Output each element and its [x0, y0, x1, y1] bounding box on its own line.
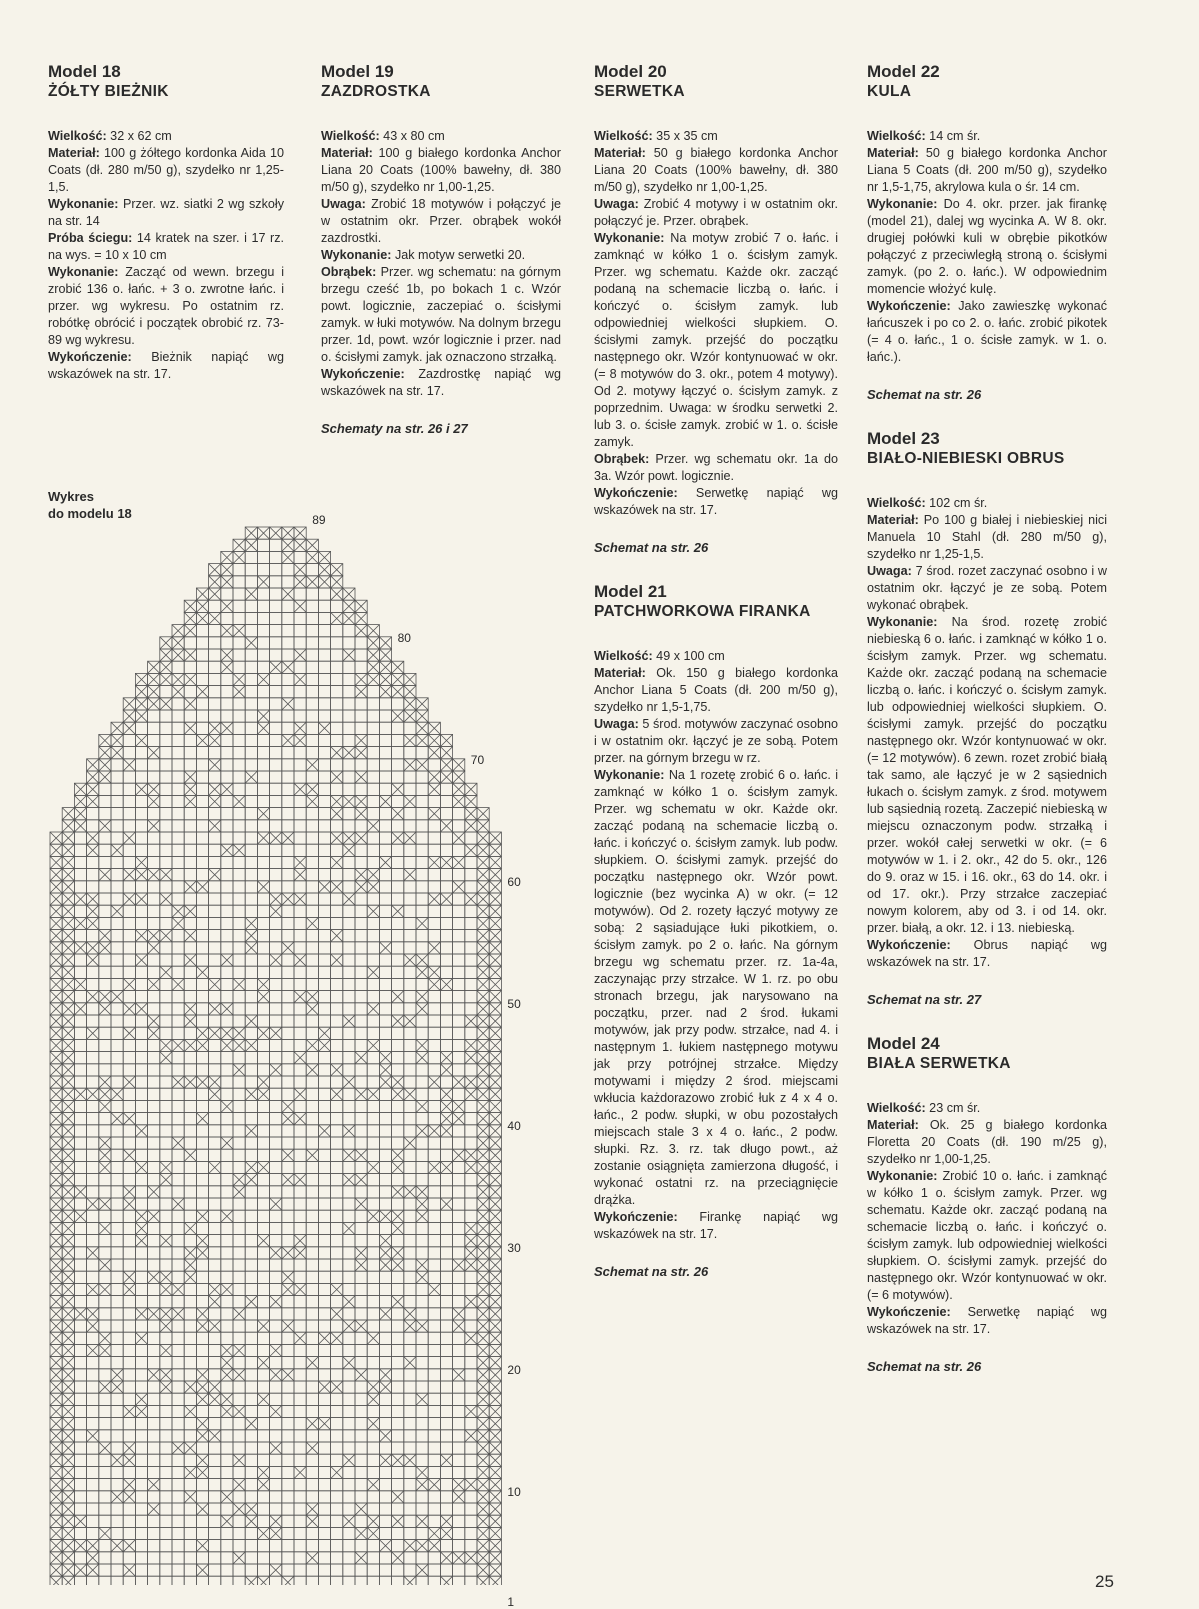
model-18-para: Wykończenie: Bieżnik napiąć wg wskazówek na str. 17.	[48, 350, 284, 381]
model-23-title: Model 23	[867, 429, 940, 448]
model-24-body	[867, 1100, 1107, 1375]
model-18-body	[48, 128, 284, 383]
model-21-subtitle: PATCHWORKOWA FIRANKA	[594, 603, 811, 620]
model-22-para: Wykończenie: Jako zawieszkę wykonać łańcuszek i po co 2. o. łańc. zrobić pikotek (= 4 o. łańc., 1 o. ścisłe zamyk. w 1. o. łańc.).	[867, 299, 1107, 364]
model-18-para: Wielkość: 32 x 62 cm	[48, 129, 172, 143]
model-22-24-column	[867, 62, 1107, 1375]
model-19-subtitle: ZAZDROSTKA	[321, 83, 431, 100]
model-23-subtitle: BIAŁO-NIEBIESKI OBRUS	[867, 450, 1065, 467]
model-19-schema-ref: Schematy na str. 26 i 27	[321, 421, 468, 436]
model-18-para: Wykonanie: Zacząć od wewn. brzegu i zrobić 136 o. łańc. + 3 o. zwrotne łańc. i przer. wg wykresu. Po ostatnim rz. robótkę obrócić i początek obrobić rz. 73-89 wg wykresu.	[48, 265, 284, 347]
model-20-para: Wykończenie: Serwetkę napiąć wg wskazówek na str. 17.	[594, 486, 838, 517]
chart-row-label: 1	[507, 1594, 515, 1609]
model-22-subtitle: KULA	[867, 83, 912, 100]
model-21-para: Uwaga: 5 środ. motywów zaczynać osobno i w ostatnim okr. łączyć je ze sobą. Potem przer. na górnym brzegu w rz.	[594, 717, 838, 765]
page-number: 25	[1095, 1572, 1114, 1591]
model-19-para: Wykonanie: Jak motyw serwetki 20.	[321, 248, 526, 262]
model-19-column	[321, 62, 561, 437]
model-21-title: Model 21	[594, 582, 667, 601]
model-19-body	[321, 128, 561, 437]
chart-row-label: 60	[507, 874, 521, 889]
model-23-body	[867, 495, 1107, 1008]
chart-row-label: 80	[397, 630, 411, 645]
model-18-para: Próba ściegu: 14 kratek na szer. i 17 rz. na wys. = 10 x 10 cm	[48, 231, 285, 262]
model-20-subtitle: SERWETKA	[594, 83, 685, 100]
model-20-21-column	[594, 62, 838, 1280]
chart-grid	[48, 525, 568, 1585]
model-22-title: Model 22	[867, 62, 940, 81]
model-20-para: Wykonanie: Na motyw zrobić 7 o. łańc. i zamknąć w kółko 1 o. ścisłym zamyk. Przer. wg schematu. Każde okr. zacząć podaną na schemacie liczbą o. łańc. i kończyć o. ścisłym zamyk. lub odpowiedniej wielkości słupkiem. O. ścisłymi zamyk. przejść do początku następnego okr. Wzór kontynuować w okr. (= 8 motywów do 3. okr., potem 4 motywy). Od 2. motywy łączyć o. ścisłym zamyk. z poprzednim. Uwaga: w środku serwetki 2. lub 3. o. ścisłe zamyk. zrobić w 1. o. ścisłe zamyk.	[594, 231, 838, 449]
model-22-para: Wykonanie: Do 4. okr. przer. jak firankę (model 21), dalej wg wycinka A. W 8. okr. drugiej połówki kuli w obrębie pikotków połączyć z przeciwległą stroną o. ścisłymi zamyk. (po 2. o. łańc.). W odpowiednim momencie włożyć kulę.	[867, 197, 1107, 296]
chart-cells	[50, 527, 501, 1585]
model-24-para: Wykonanie: Zrobić 10 o. łańc. i zamknąć w kółko 1 o. ścisłym zamyk. Przer. wg schematu. Każde okr. zacząć podaną na schemacie liczbą o. łańc. i kończyć o. ścisłym zamyk. lub odpowiedniej wielkości słupkiem. O. ścisłymi zamyk. przejść do następnego okr. Wzór kontynuować w okr. (= 6 motywów).	[867, 1169, 1107, 1302]
model-24-para: Materiał: Ok. 25 g białego kordonka Floretta 20 Coats (dł. 190 m/25 g), szydełko nr 1,00-1,25.	[867, 1118, 1107, 1166]
model-23-para: Materiał: Po 100 g białej i niebieskiej nici Manuela 10 Stahl (dł. 280 m/50 g), szydełko nr 1,25-1,5.	[867, 513, 1107, 561]
model-21-body	[594, 648, 838, 1280]
model-23-schema-ref: Schemat na str. 27	[867, 992, 982, 1007]
model-19-title: Model 19	[321, 62, 394, 81]
model-21-para: Wykończenie: Firankę napiąć wg wskazówek na str. 17.	[594, 1210, 838, 1241]
model-18-para: Materiał: 100 g żółtego kordonka Aida 10 Coats (dł. 280 m/50 g), szydełko nr 1,25-1,5.	[48, 146, 284, 194]
chart-caption: Wykres do modelu 18	[48, 489, 132, 521]
model-18-para: Wykonanie: Przer. wz. siatki 2 wg szkoły na str. 14	[48, 197, 284, 228]
model-19-para: Wielkość: 43 x 80 cm	[321, 129, 445, 143]
model-18-subtitle: ŻÓŁTY BIEŻNIK	[48, 83, 169, 100]
model-19-para: Uwaga: Zrobić 18 motywów i połączyć je w ostatnim okr. Przer. obrąbek wokół zazdrostki.	[321, 197, 561, 245]
chart-row-label: 10	[507, 1484, 521, 1499]
model-23-para: Wielkość: 102 cm śr.	[867, 496, 988, 510]
model-20-title: Model 20	[594, 62, 667, 81]
chart-row-label: 89	[312, 513, 326, 527]
model-24-header	[867, 1034, 1107, 1074]
model-18-column	[48, 62, 284, 383]
model-19-para: Wykończenie: Zazdrostkę napiąć wg wskazówek na str. 17.	[321, 367, 561, 398]
model-18-title: Model 18	[48, 62, 121, 81]
model-20-para: Materiał: 50 g białego kordonka Anchor Liana 20 Coats (100% bawełny, dł. 380 m/50 g), szydełko nr 1,00-1,25.	[594, 146, 838, 194]
model-20-para: Uwaga: Zrobić 4 motywy i w ostatnim okr. połączyć je. Przer. obrąbek.	[594, 197, 838, 228]
model-20-para: Obrąbek: Przer. wg schematu okr. 1a do 3a. Wzór powt. logicznie.	[594, 452, 838, 483]
model-21-schema-ref: Schemat na str. 26	[594, 1264, 709, 1279]
model-22-schema-ref: Schemat na str. 26	[867, 387, 982, 402]
model-21-para: Wykonanie: Na 1 rozetę zrobić 6 o. łańc. i zamknąć w kółko 1 o. ścisłym zamyk. Przer. wg schematu w okr. Każde okr. zacząć podaną na schemacie liczbą o. łańc. i kończyć o. ścisłym zamyk. lub podw. słupkiem. O. ścisłymi zamyk. przejść do początku następnego okr. Wzór powt. logicznie (bez wycinka A) w okr. (= 12 motywów). Od 2. rozety łączyć motywy ze sobą: 2 sąsiadujące łuki pikotkiem, o. ścisłym zamyk. po 2 o. łańc. Na górnym brzegu wg schematu przer. rz. 1a-4a, zaczynając przy strzałce. W 1. rz. po obu stronach brzegu, jak narysowano na początku, przer. nad 2 środ. łukami motywów, jak przy podw. strzałce, nad 4. i następnym 1. łukiem następnego motywu jak przy potrójnej strzałce. Między motywami i między 2 środ. miejscami wkłucia każdorazowo zrobić łuk z 4 x 4 o. łańc., 2 podw. słupki, w obu pozostałych miejscach stale 3 x 4 o. łańc., 2 podw. słupki. Rz. 3. rz. tak długo powt., aż zostanie osiągnięta zamierzona długość, i wykonać ostatni rz. na przeciągnięcie drążka.	[594, 768, 838, 1207]
chart-row-label: 30	[507, 1240, 521, 1255]
model-22-body	[867, 128, 1107, 403]
model-23-para: Wykończenie: Obrus napiąć wg wskazówek na str. 17.	[867, 938, 1107, 969]
model-23-para: Uwaga: 7 środ. rozet zaczynać osobno i w ostatnim okr. łączyć je ze sobą. Potem wykonać obrąbek.	[867, 564, 1107, 612]
model-23-header	[867, 429, 1107, 469]
model-24-subtitle: BIAŁA SERWETKA	[867, 1055, 1011, 1072]
model-24-para: Wykończenie: Serwetkę napiąć wg wskazówek na str. 17.	[867, 1305, 1107, 1336]
model-23-para: Wykonanie: Na środ. rozetę zrobić niebieską 6 o. łańc. i zamknąć w kółko 1 o. ścisłym zamyk. Przer. wg schematu. Każde okr. zacząć podaną na schemacie liczbą o. łańc. i kończyć o. ścisłym zamyk. lub odpowiedniej wielkości słupkiem. O. ścisłymi zamyk. przejść do początku następnego okr. Wzór kontynuować w okr. (= 12 motywów). 6 zewn. rozet zrobić białą tak samo, ale łączyć je w 2 sąsiednich łukach o. ścisłym zamyk. z środ. motywem lub sąsiednią rozetą. Zaczepić niebieską w miejscu oznaczonym podw. strzałką i przer. wokół całej serwetki w okr. (= 6 motywów w 1. i 2. okr., 42 do 5. okr., 126 do 9. oraz w 15. i 16. okr., 63 do 14. okr. i od 17. okr.). Przy strzałce zaczepiać nowym kolorem, aby od 3. i od 14. okr. przer. białą, a okr. 12. i 13. niebieską.	[867, 615, 1107, 935]
model-19-para: Obrąbek: Przer. wg schematu: na górnym brzegu cześć 1b, po bokach 1 c. Wzór powt. logicznie, zaczepiać o. ścisłymi zamyk. w łuki motywów. Na dolnym brzegu przer. 1d, powt. wzór logicznie i przer. nad o. ścisłymi zamyk. jak oznaczono strzałką.	[321, 265, 561, 364]
model-21-para: Materiał: Ok. 150 g białego kordonka Anchor Liana 5 Coats (dł. 200 m/50 g), szydełko nr 1,5-1,75.	[594, 666, 838, 714]
model-21-header	[594, 582, 838, 622]
model-22-para: Materiał: 50 g białego kordonka Anchor Liana 5 Coats (dł. 200 m/50 g), szydełko nr 1,5-1,75, akrylowa kula o śr. 14 cm.	[867, 146, 1107, 194]
model-24-title: Model 24	[867, 1034, 940, 1053]
chart-row-label: 40	[507, 1118, 521, 1133]
filet-chart	[48, 513, 568, 1609]
model-21-para: Wielkość: 49 x 100 cm	[594, 649, 725, 663]
model-24-schema-ref: Schemat na str. 26	[867, 1359, 982, 1374]
model-20-schema-ref: Schemat na str. 26	[594, 540, 709, 555]
chart-row-label: 50	[507, 996, 521, 1011]
model-19-para: Materiał: 100 g białego kordonka Anchor Liana 20 Coats (100% bawełny, dł. 380 m/50 g), szydełko nr 1,00-1,25.	[321, 146, 561, 194]
model-22-para: Wielkość: 14 cm śr.	[867, 129, 981, 143]
model-20-para: Wielkość: 35 x 35 cm	[594, 129, 718, 143]
model-24-para: Wielkość: 23 cm śr.	[867, 1101, 981, 1115]
model-20-body	[594, 128, 838, 556]
chart-row-label: 20	[507, 1362, 521, 1377]
chart-row-label: 70	[470, 752, 485, 767]
